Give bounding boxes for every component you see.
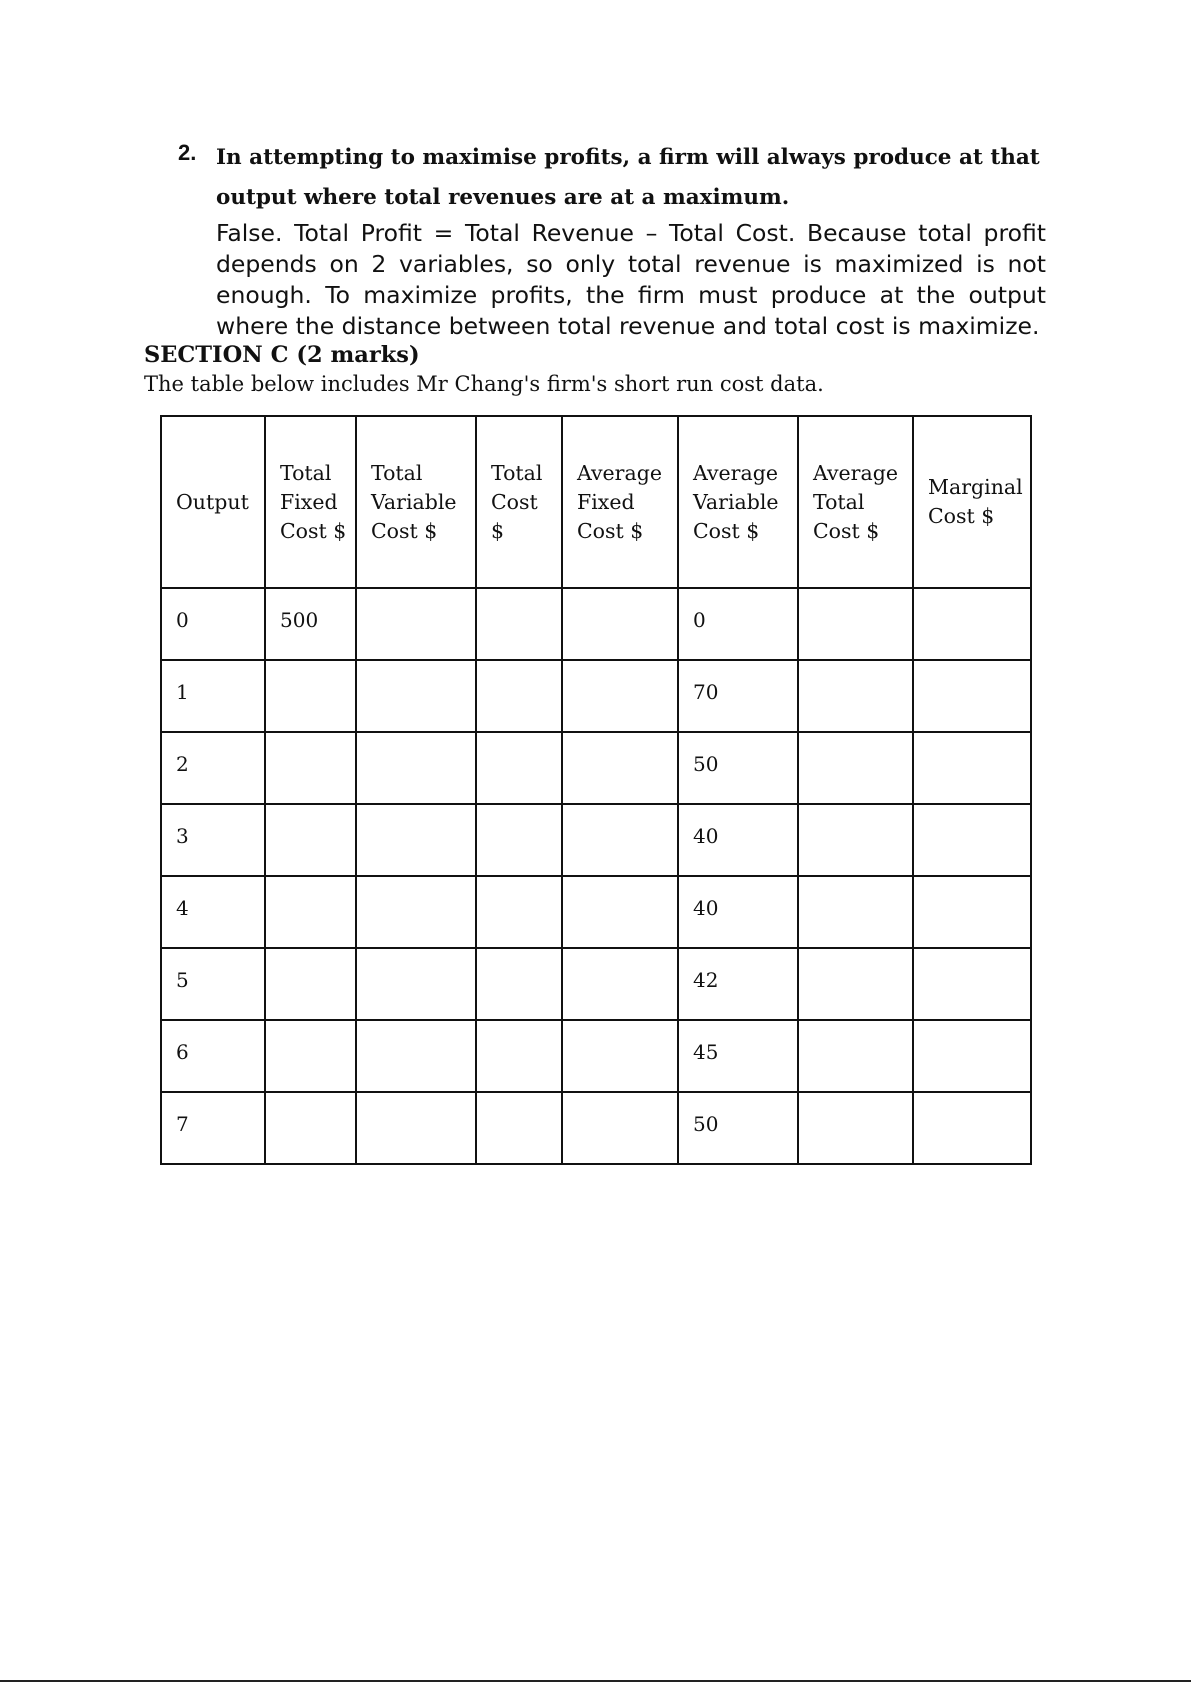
answer-text: False. Total Profit = Total Revenue – Total Cost. Because total profit depends on 2 variables, so only total revenue is maximized is not enough. To maximize profits, the firm must produce at the output where the distance between total revenue and total cost is maximize. (216, 219, 1046, 340)
table-cell (476, 804, 562, 876)
table-cell (913, 948, 1031, 1020)
table-cell (562, 876, 678, 948)
footer-divider (0, 1680, 1191, 1682)
table-cell (356, 732, 476, 804)
table-cell: 5 (161, 948, 265, 1020)
question-text: In attempting to maximise profits, a firm will always produce at that output where total revenues are at a maximum. (216, 145, 1040, 210)
table-row (161, 876, 1031, 948)
table-cell (356, 804, 476, 876)
table-row (161, 804, 1031, 876)
table-cell: 3 (161, 804, 265, 876)
table-cell (798, 876, 913, 948)
table-cell: 40 (678, 804, 798, 876)
table-cell: 45 (678, 1020, 798, 1092)
table-cell (265, 804, 356, 876)
table-cell: 4 (161, 876, 265, 948)
table-cell (913, 660, 1031, 732)
table-cell (913, 1020, 1031, 1092)
question-block (178, 138, 1048, 218)
table-cell (476, 948, 562, 1020)
table-cell (913, 588, 1031, 660)
table-cell (265, 1092, 356, 1164)
header-total-cost: Total Cost $ (476, 416, 562, 588)
table-cell (265, 660, 356, 732)
table-cell (562, 948, 678, 1020)
table-cell (798, 1092, 913, 1164)
table-cell (476, 876, 562, 948)
table-cell (798, 804, 913, 876)
header-marginal-cost: Marginal Cost $ (913, 416, 1031, 588)
table-cell (798, 948, 913, 1020)
table-cell (476, 1092, 562, 1164)
table-cell (913, 876, 1031, 948)
table-cell: 0 (678, 588, 798, 660)
table-cell: 0 (161, 588, 265, 660)
table-cell (913, 732, 1031, 804)
table-cell (562, 1020, 678, 1092)
table-cell: 50 (678, 1092, 798, 1164)
table-cell: 7 (161, 1092, 265, 1164)
table-cell (476, 588, 562, 660)
table-row (161, 948, 1031, 1020)
header-average-fixed-cost: Average Fixed Cost $ (562, 416, 678, 588)
table-cell: 500 (265, 588, 356, 660)
table-cell (265, 876, 356, 948)
table-cell: 42 (678, 948, 798, 1020)
table-cell (265, 1020, 356, 1092)
table-cell (798, 1020, 913, 1092)
table-cell: 1 (161, 660, 265, 732)
header-average-variable-cost: Average Variable Cost $ (678, 416, 798, 588)
table-cell (798, 660, 913, 732)
section-title: SECTION C (2 marks) (144, 342, 420, 368)
table-cell (356, 948, 476, 1020)
table-cell (562, 1092, 678, 1164)
table-cell (798, 588, 913, 660)
section-intro: The table below includes Mr Chang's firm's short run cost data. (144, 372, 824, 396)
table-cell: 40 (678, 876, 798, 948)
header-total-variable-cost: Total Variable Cost $ (356, 416, 476, 588)
cost-table (160, 415, 1032, 1165)
table-cell (798, 732, 913, 804)
table-cell (562, 804, 678, 876)
table-cell (562, 588, 678, 660)
table-cell (913, 804, 1031, 876)
table-row (161, 1092, 1031, 1164)
table-cell (562, 660, 678, 732)
header-output: Output (161, 416, 265, 588)
question-number: 2. (178, 140, 197, 165)
table-cell (476, 660, 562, 732)
table-cell (356, 660, 476, 732)
table-cell (265, 732, 356, 804)
table-row (161, 1020, 1031, 1092)
table-cell (356, 1092, 476, 1164)
table-header-row (161, 416, 1031, 588)
table-cell (356, 588, 476, 660)
table-cell: 50 (678, 732, 798, 804)
table-cell (356, 876, 476, 948)
table-cell (476, 732, 562, 804)
table-cell (913, 1092, 1031, 1164)
table-cell: 2 (161, 732, 265, 804)
table-cell (476, 1020, 562, 1092)
table-row (161, 660, 1031, 732)
table-cell (265, 948, 356, 1020)
table-cell (562, 732, 678, 804)
table-cell (356, 1020, 476, 1092)
header-average-total-cost: Average Total Cost $ (798, 416, 913, 588)
table-cell: 6 (161, 1020, 265, 1092)
table-body (161, 588, 1031, 1164)
table-row (161, 732, 1031, 804)
table-cell: 70 (678, 660, 798, 732)
header-total-fixed-cost: Total Fixed Cost $ (265, 416, 356, 588)
table-row (161, 588, 1031, 660)
